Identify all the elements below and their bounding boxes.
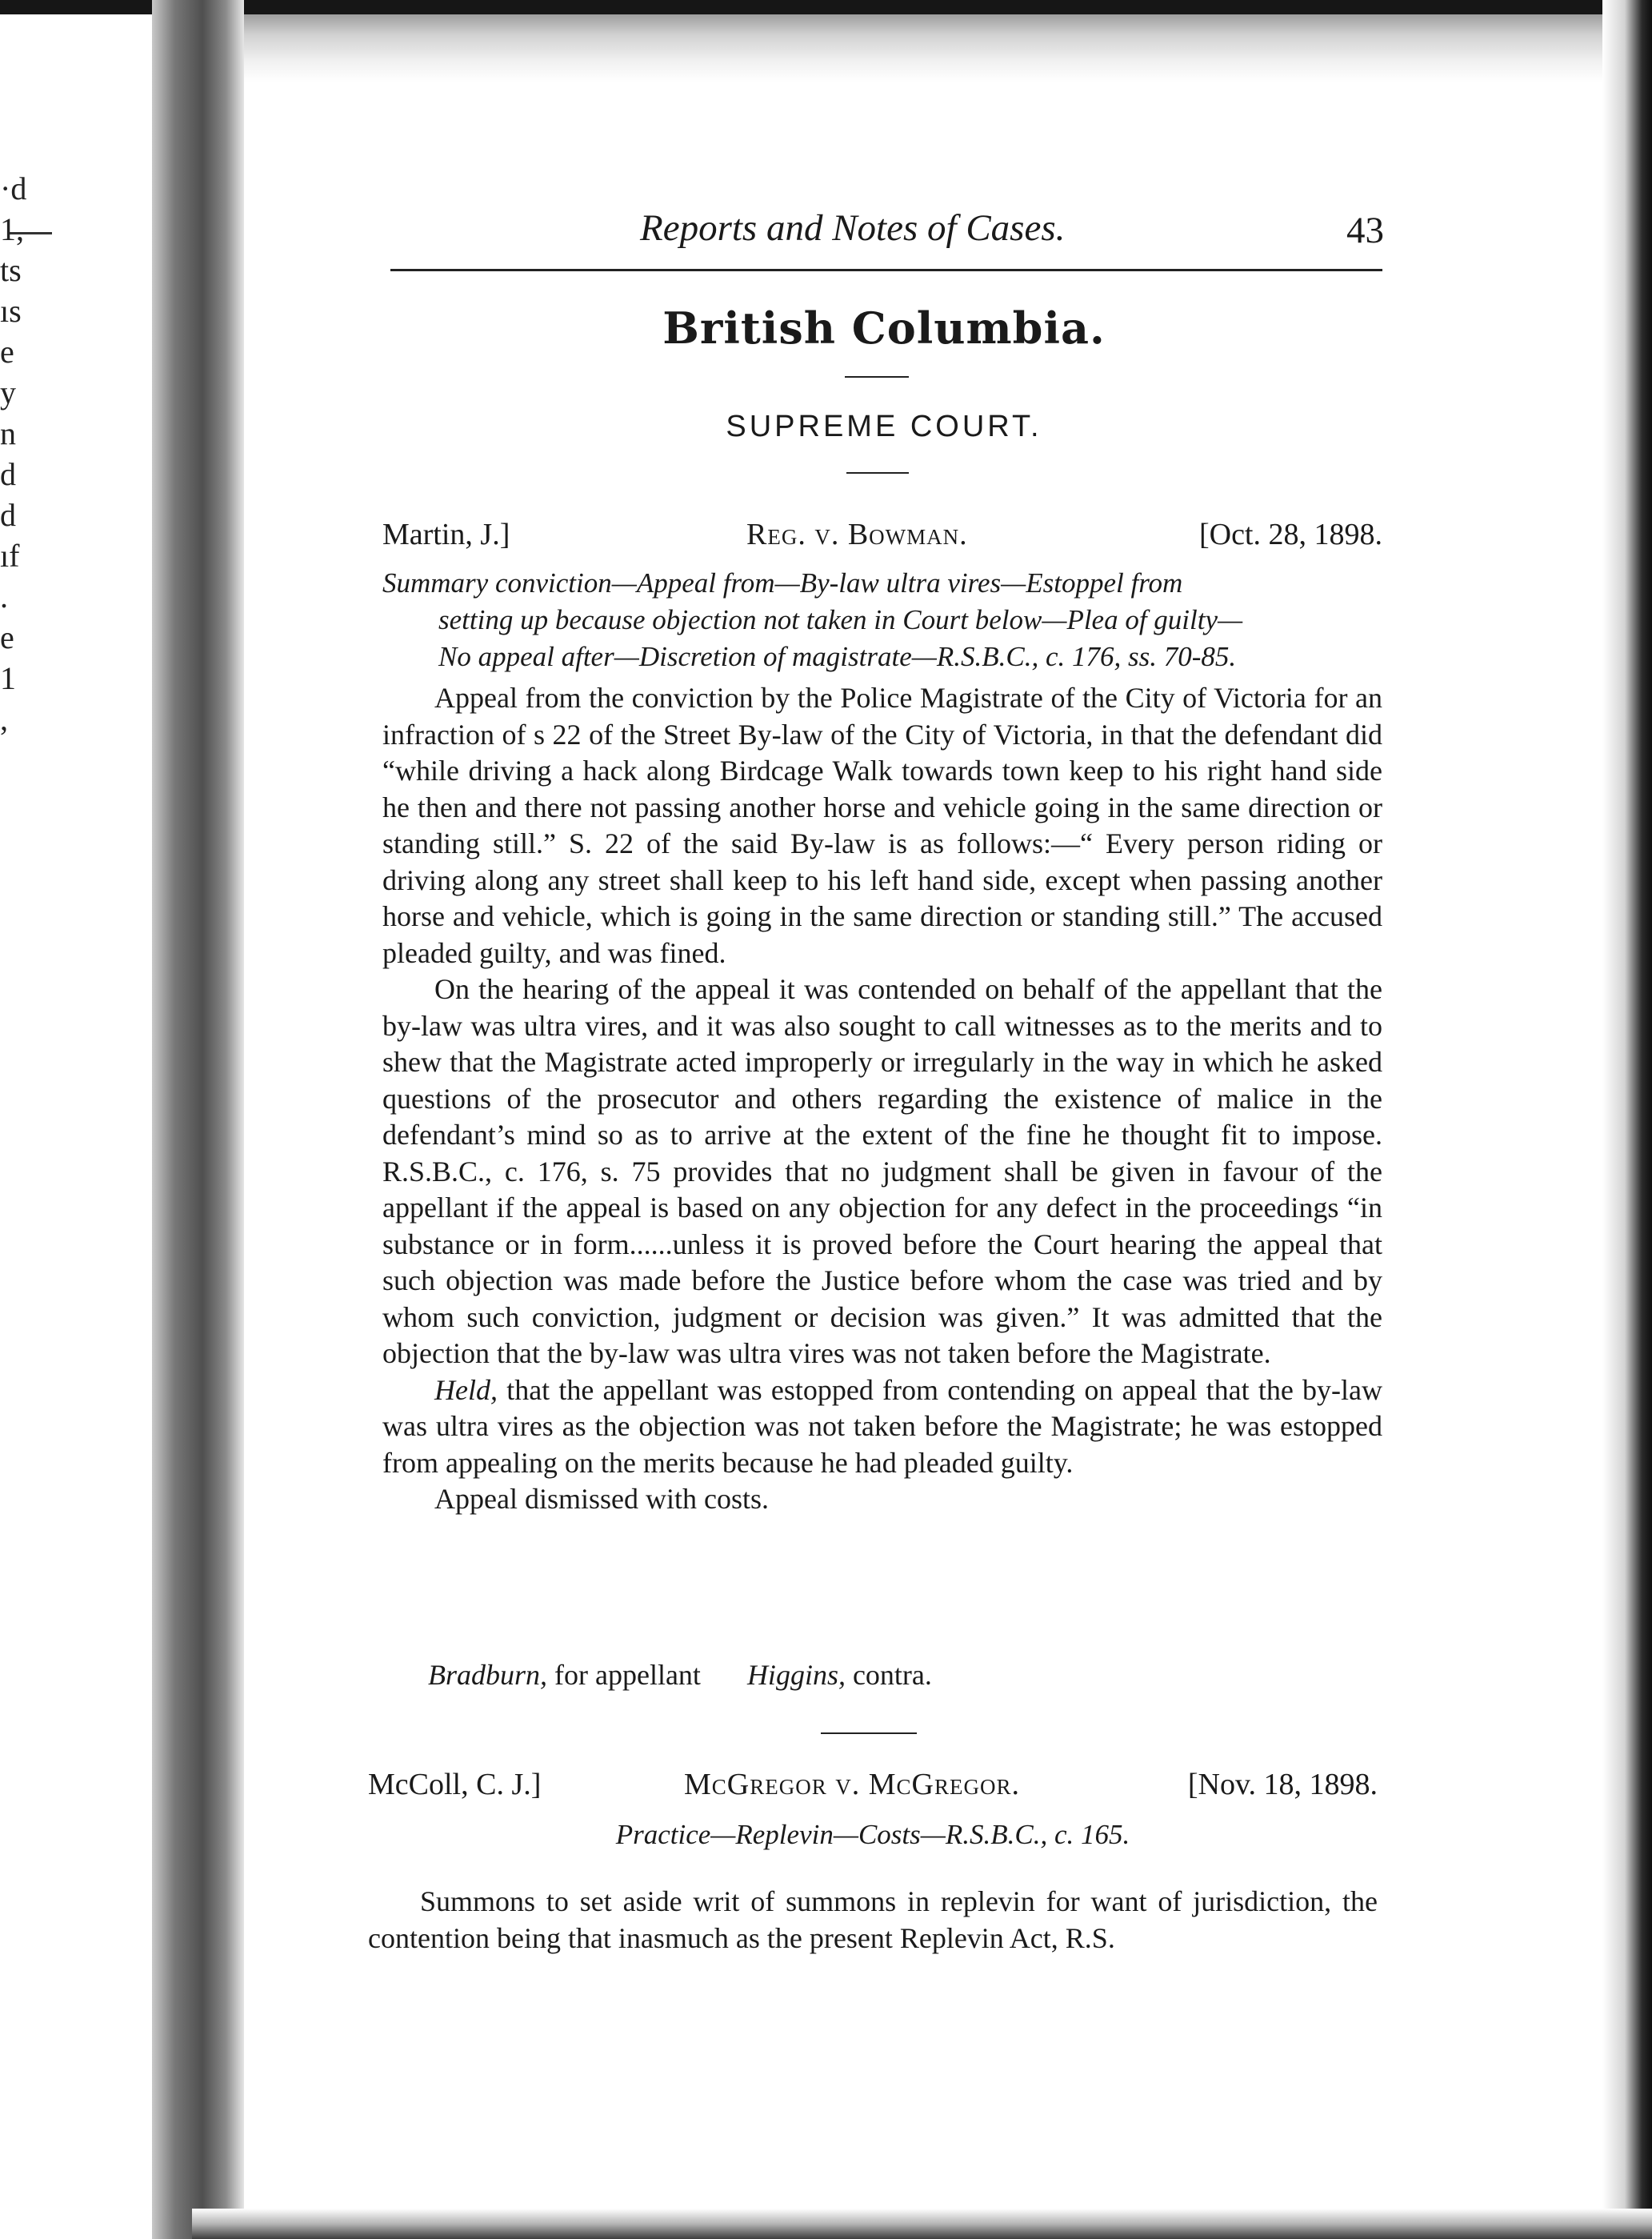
margin-fragment: n	[0, 415, 16, 451]
margin-fragment: ·d	[0, 170, 27, 206]
margin-fragment: .	[0, 579, 8, 615]
case-headnote	[368, 1816, 1378, 1853]
headnote-line: Practice—Replevin—Costs—R.S.B.C., c. 165.	[615, 1819, 1130, 1850]
held-label: Held,	[434, 1373, 498, 1406]
counsel-appellant-role: for appellant	[554, 1659, 701, 1691]
case-body	[382, 680, 1382, 1518]
margin-fragment: ts	[0, 252, 22, 288]
province-heading: British Columbia.	[662, 302, 1106, 354]
result-paragraph: Appeal dismissed with costs.	[434, 1483, 769, 1515]
section-divider	[846, 472, 909, 474]
case-judge: Martin, J.]	[382, 518, 510, 551]
margin-fragment: 1,	[0, 211, 24, 247]
case-date: [Nov. 18, 1898.	[1187, 1768, 1378, 1801]
case-date: [Oct. 28, 1898.	[1198, 518, 1382, 551]
counsel-respondent: Higgins,	[746, 1659, 846, 1691]
held-paragraph	[382, 1372, 1382, 1482]
header-rule	[390, 269, 1382, 271]
headnote-line: Summary conviction—Appeal from—By-law ultra vires—Estoppel from	[382, 567, 1183, 599]
body-paragraph: Appeal from the conviction by the Police Magistrate of the City of Victoria for an infraction of s 22 of the Street By-law of the City of Victoria, in that the defendant did “while driving a hack along Birdcage Walk towards town keep to his right hand side he then and there not passing another horse and vehicle going in the same direction or standing still.” S. 22 of the said By-law is as follows:—“ Every person riding or driving along any street shall keep to his left hand side, except when passing another horse and vehicle, which is going in the same direction or standing still.” The accused pleaded guilty, and was fined.	[382, 682, 1382, 969]
margin-fragment: 1	[0, 660, 16, 696]
body-paragraph: On the hearing of the appeal it was contended on behalf of the appellant that the by-law was ultra vires, and it was also sought to call witnesses as to the merits and to shew that the Magistrate acted improperly or irregularly in the way in which he asked questions of the prosecutor and others regarding the existence of malice in the defendant’s mind so as to arrive at the extent of the fine he thought fit to impose. R.S.B.C., c. 176, s. 75 provides that no judgment shall be given in favour of the appellant if the appeal is based on any objection for any defect in the proceedings “in substance or in form......unless it is proved before the Court hearing the appeal that such objection was made before the Justice before whom the case was tried and by whom such conviction, judgment or decision was given.” It was admitted that the objection that the by-law was ultra vires was not taken before the Magistrate.	[382, 973, 1382, 1369]
scan-right-edge	[1602, 0, 1652, 2239]
scan-top-edge	[0, 0, 1652, 14]
case-headnote	[382, 565, 1382, 675]
court-heading: SUPREME COURT.	[726, 410, 1042, 443]
margin-fragment: ıs	[0, 293, 22, 329]
body-paragraph: Summons to set aside writ of summons in replevin for want of jurisdiction, the contention being that inasmuch as the present Replevin Act, R.S.	[368, 1885, 1378, 1954]
headnote-line: setting up because objection not taken in Court below—Plea of guilty—	[438, 604, 1243, 635]
case-name: Reg. v. Bowman.	[746, 518, 968, 551]
section-divider	[845, 376, 909, 378]
scan-bottom-edge	[192, 2209, 1652, 2239]
margin-fragment: e	[0, 619, 14, 655]
counsel-respondent-role: contra.	[852, 1659, 932, 1691]
page-number: 43	[1346, 210, 1384, 251]
case-judge: McColl, C. J.]	[368, 1768, 542, 1801]
case-name: McGregor v. McGregor.	[684, 1768, 1020, 1801]
facing-page-fragments	[0, 168, 56, 737]
counsel-appellant: Bradburn,	[428, 1659, 548, 1691]
margin-fragment: y	[0, 375, 16, 411]
margin-fragment: e	[0, 334, 14, 370]
held-text: that the appellant was estopped from contending on appeal that the by-law was ultra vires as the objection was not taken before the Magistrate; he was estopped from appealing on the merits because he had pleaded guilty.	[382, 1373, 1383, 1479]
scan-binding-shadow	[152, 0, 244, 2239]
scan-top-shadow	[240, 14, 1652, 82]
running-head	[384, 206, 1384, 262]
case-divider	[821, 1732, 917, 1734]
counsel-line	[428, 1658, 932, 1692]
case-body	[368, 1884, 1378, 1957]
margin-fragment: d	[0, 497, 16, 533]
case-heading	[382, 517, 1382, 562]
margin-fragment: ,	[0, 701, 8, 737]
headnote-line: No appeal after—Discretion of magistrate—R.S.B.C., c. 176, ss. 70-85.	[438, 641, 1237, 672]
margin-fragment: d	[0, 456, 16, 492]
running-title: Reports and Notes of Cases.	[640, 207, 1066, 249]
case-heading	[368, 1767, 1378, 1812]
margin-fragment: ıf	[0, 538, 20, 574]
